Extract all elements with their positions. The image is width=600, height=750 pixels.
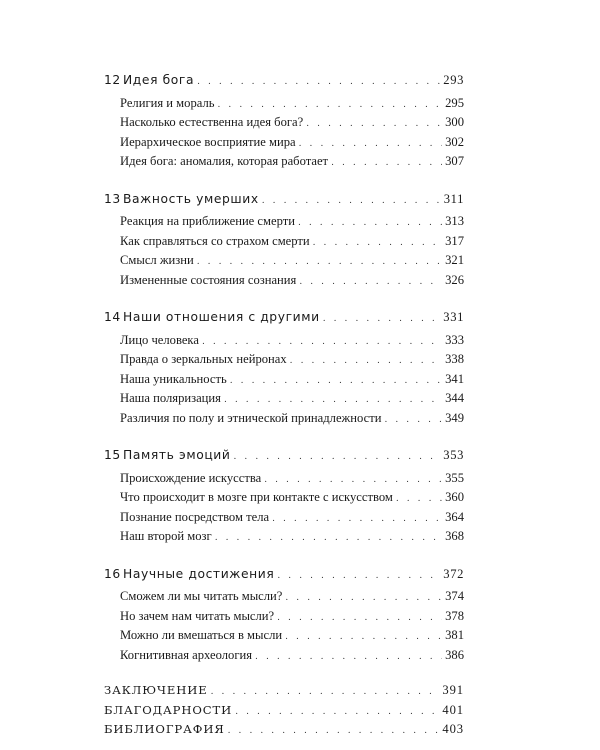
page-number: 386 <box>445 647 464 662</box>
end-matter-entry[interactable] <box>104 683 464 703</box>
section-title: Что происходит в мозге при контакте с искусством <box>120 490 393 504</box>
section-entry[interactable] <box>104 628 464 648</box>
page-number: 391 <box>442 683 464 697</box>
section-list <box>104 214 464 292</box>
section-entry[interactable] <box>104 510 464 530</box>
dot-leader <box>264 475 442 485</box>
end-matter-title: ЗАКЛЮЧЕНИЕ <box>104 683 208 697</box>
section-title: Когнитивная археология <box>120 647 253 662</box>
section-title: Насколько естественна идея бога? <box>120 115 304 129</box>
page-number: 364 <box>445 509 464 524</box>
chapter-heading[interactable] <box>104 310 464 330</box>
chapter <box>104 192 464 293</box>
section-entry[interactable] <box>104 490 464 510</box>
chapter-heading[interactable] <box>104 73 464 93</box>
end-matter-list <box>104 683 464 742</box>
section-title: Религия и мораль <box>120 95 215 110</box>
section-entry[interactable] <box>104 333 464 353</box>
section-title: Наша уникальность <box>120 371 227 386</box>
dot-leader <box>211 687 440 697</box>
page-number: 311 <box>443 191 464 206</box>
chapter-number: 16 <box>104 566 121 581</box>
page-number: 355 <box>445 470 464 485</box>
page-number: 381 <box>445 628 464 642</box>
chapter-number: 14 <box>104 310 121 324</box>
section-title: Сможем ли мы читать мысли? <box>120 589 283 603</box>
chapter-title: Важность умерших <box>123 191 259 206</box>
chapter-heading[interactable] <box>104 448 464 468</box>
page-number: 378 <box>445 608 464 623</box>
page-number: 341 <box>445 371 464 386</box>
dot-leader <box>277 613 442 623</box>
section-title: Наша поляризация <box>120 391 221 405</box>
section-entry[interactable] <box>104 352 464 372</box>
section-title: Реакция на приближение смерти <box>120 214 295 228</box>
dot-leader <box>396 494 442 504</box>
chapter-title: Научные достижения <box>123 566 275 581</box>
page-number: 317 <box>445 233 464 248</box>
section-title: Но зачем нам читать мысли? <box>120 608 275 623</box>
dot-leader <box>272 514 442 524</box>
page-number: 401 <box>442 702 464 717</box>
page-number: 403 <box>442 722 464 736</box>
page-number: 300 <box>445 115 464 129</box>
section-entry[interactable] <box>104 589 464 609</box>
section-list <box>104 333 464 431</box>
dot-leader <box>299 139 443 149</box>
section-title: Как справляться со страхом смерти <box>120 233 310 248</box>
section-title: Правда о зеркальных нейронах <box>120 352 287 366</box>
dot-leader <box>277 571 440 581</box>
dot-leader <box>217 100 442 110</box>
section-entry[interactable] <box>104 372 464 392</box>
page-number: 372 <box>443 566 464 581</box>
chapter <box>104 310 464 430</box>
section-entry[interactable] <box>104 214 464 234</box>
section-entry[interactable] <box>104 234 464 254</box>
page-number: 333 <box>445 332 464 347</box>
page-number: 295 <box>445 95 464 110</box>
chapter-number: 13 <box>104 191 121 206</box>
dot-leader <box>235 707 439 717</box>
chapter <box>104 448 464 549</box>
page-number: 353 <box>443 448 464 462</box>
dot-leader <box>215 533 442 543</box>
page-number: 374 <box>445 589 464 603</box>
page-number: 326 <box>445 272 464 287</box>
page-number: 344 <box>445 391 464 405</box>
end-matter-title: БИБЛИОГРАФИЯ <box>104 722 225 736</box>
page-number: 331 <box>443 310 464 324</box>
chapter-title: Идея бога <box>123 73 195 87</box>
chapter <box>104 567 464 668</box>
dot-leader <box>299 277 442 287</box>
page-number: 360 <box>445 490 464 504</box>
section-entry[interactable] <box>104 648 464 668</box>
section-title: Происхождение искусства <box>120 470 262 485</box>
dot-leader <box>313 238 442 248</box>
section-entry[interactable] <box>104 253 464 273</box>
page-number: 321 <box>445 253 464 267</box>
section-entry[interactable] <box>104 609 464 629</box>
section-entry[interactable] <box>104 471 464 491</box>
dot-leader <box>298 218 442 228</box>
section-title: Иерархическое восприятие мира <box>120 134 296 149</box>
chapter-number: 12 <box>104 73 121 87</box>
page-number: 349 <box>445 410 464 425</box>
dot-leader <box>233 452 440 462</box>
section-title: Идея бога: аномалия, которая работает <box>120 154 329 168</box>
end-matter-title: БЛАГОДАРНОСТИ <box>104 702 233 717</box>
dot-leader <box>197 77 440 87</box>
section-title: Измененные состояния сознания <box>120 272 297 287</box>
dot-leader <box>384 415 442 425</box>
section-entry[interactable] <box>104 529 464 549</box>
end-matter-entry[interactable] <box>104 722 464 742</box>
dot-leader <box>290 356 442 366</box>
page-number: 302 <box>445 134 464 149</box>
chapter-list <box>104 73 464 667</box>
section-title: Можно ли вмешаться в мысли <box>120 628 283 642</box>
chapter-number: 15 <box>104 448 121 462</box>
section-list <box>104 96 464 174</box>
dot-leader <box>306 119 442 129</box>
dot-leader <box>197 257 442 267</box>
dot-leader <box>255 652 442 662</box>
chapter-title: Наши отношения с другими <box>123 310 320 324</box>
table-of-contents <box>104 73 464 742</box>
dot-leader <box>331 158 442 168</box>
dot-leader <box>230 376 442 386</box>
section-entry[interactable] <box>104 96 464 116</box>
chapter <box>104 73 464 174</box>
section-entry[interactable] <box>104 411 464 431</box>
page-number: 338 <box>445 352 464 366</box>
dot-leader <box>262 196 441 206</box>
page-number: 313 <box>445 214 464 228</box>
section-title: Лицо человека <box>120 332 199 347</box>
dot-leader <box>228 726 440 736</box>
dot-leader <box>224 395 442 405</box>
section-entry[interactable] <box>104 154 464 174</box>
section-list <box>104 589 464 667</box>
dot-leader <box>285 632 442 642</box>
section-entry[interactable] <box>104 273 464 293</box>
section-title: Различия по полу и этнической принадлежности <box>120 410 382 425</box>
chapter-heading[interactable] <box>104 567 464 587</box>
section-title: Познание посредством тела <box>120 509 270 524</box>
end-matter-entry[interactable] <box>104 703 464 723</box>
section-list <box>104 471 464 549</box>
page-number: 293 <box>443 73 464 87</box>
dot-leader <box>202 337 442 347</box>
section-entry[interactable] <box>104 391 464 411</box>
chapter-heading[interactable] <box>104 192 464 212</box>
page-number: 368 <box>445 529 464 543</box>
dot-leader <box>323 314 441 324</box>
section-title: Смысл жизни <box>120 253 194 267</box>
dot-leader <box>285 593 442 603</box>
section-entry[interactable] <box>104 135 464 155</box>
section-entry[interactable] <box>104 115 464 135</box>
chapter-title: Память эмоций <box>123 448 231 462</box>
page-number: 307 <box>445 154 464 168</box>
section-title: Наш второй мозг <box>120 529 212 543</box>
